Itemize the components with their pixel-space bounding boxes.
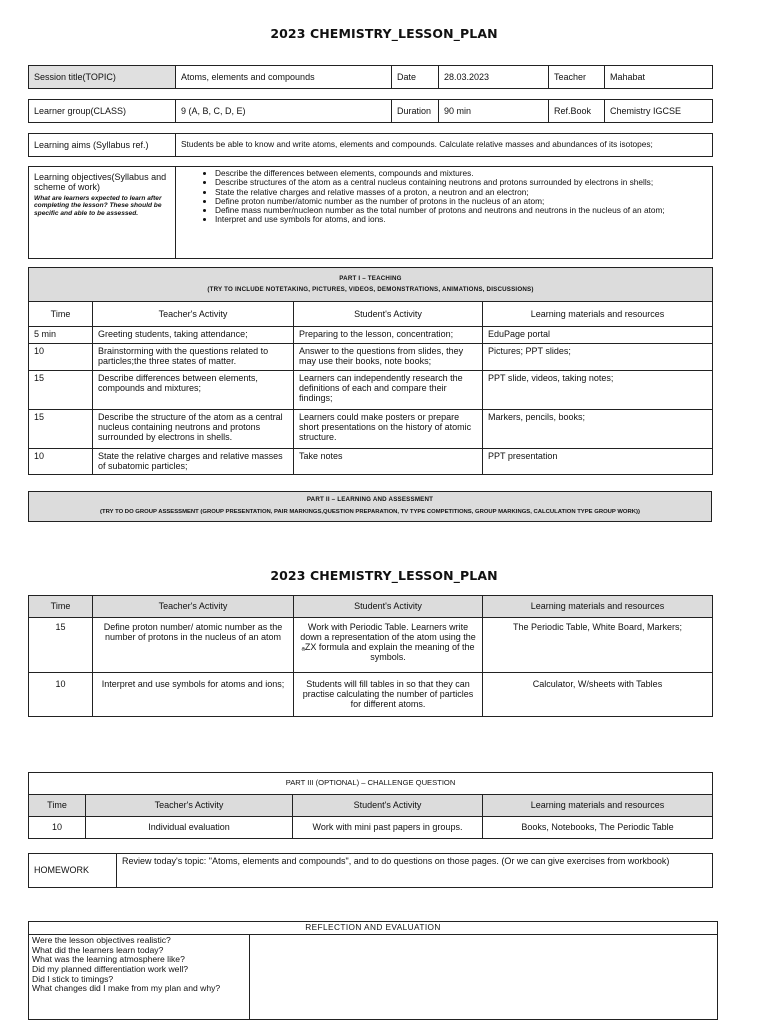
column-header-student: Student's Activity (294, 302, 483, 327)
resources-cell: EduPage portal (483, 327, 713, 344)
session-title-value: Atoms, elements and compounds (176, 66, 392, 89)
session-title-label: Session title(TOPIC) (29, 66, 176, 89)
resources-cell: Pictures; PPT slides; (483, 344, 713, 371)
student-cell: Work with mini past papers in groups. (293, 817, 483, 839)
aims-label: Learning aims (Syllabus ref.) (29, 134, 176, 157)
reflection-table (28, 921, 718, 1020)
part2-table (28, 595, 713, 717)
student-cell: Students will fill tables in so that they can practise calculating the number of particles for different atoms. (294, 673, 483, 717)
resources-cell: PPT slide, videos, taking notes; (483, 371, 713, 410)
refbook-label: Ref.Book (549, 100, 605, 123)
table-row (29, 344, 713, 371)
part2-header-table (28, 491, 712, 522)
student-cell: Work with Periodic Table. Learners write down a representation of the atom using the ₐZX formula and explain the meaning of the symbols. (294, 618, 483, 673)
part2-heading: PART II – LEARNING AND ASSESSMENT (306, 496, 434, 504)
objective-item: • Describe structures of the atom as a central nucleus containing neutrons and protons surrounded by electrons in shells; (215, 178, 707, 187)
reflection-question: Were the lesson objectives realistic? (32, 935, 171, 945)
duration-label: Duration (392, 100, 439, 123)
time-cell: 15 (29, 410, 93, 449)
part3-heading: PART III (OPTIONAL) – CHALLENGE QUESTION (29, 773, 713, 795)
reflection-question: Did my planned differentiation work well? (32, 963, 189, 974)
reflection-question: What changes did I make from my plan and why? (32, 983, 221, 994)
objective-item: • Describe the differences between elements, compounds and mixtures. (215, 169, 707, 178)
time-cell: 10 (29, 449, 93, 475)
teacher-cell: Greeting students, taking attendance; (93, 327, 294, 344)
objectives-table (28, 166, 713, 259)
objectives-list (181, 169, 707, 225)
resources-cell: Calculator, W/sheets with Tables (483, 673, 713, 717)
student-cell: Learners can independently research the definitions of each and compare their findings; (294, 371, 483, 410)
page-title: 2023 CHEMISTRY_LESSON_PLAN (270, 26, 498, 41)
column-header-time: Time (29, 795, 86, 817)
table-row (29, 371, 713, 410)
column-header-student: Student's Activity (294, 596, 483, 618)
learner-group-label: Learner group(CLASS) (29, 100, 176, 123)
teacher-cell: Individual evaluation (86, 817, 293, 839)
column-header-time: Time (29, 302, 93, 327)
part1-table (28, 267, 713, 475)
teacher-cell: Define proton number/ atomic number as the number of protons in the nucleus of an atom (93, 618, 294, 673)
reflection-question: Did I stick to timings? (32, 973, 114, 984)
teacher-value: Mahabat (605, 66, 713, 89)
duration-value: 90 min (439, 100, 549, 123)
time-cell: 10 (29, 817, 86, 839)
objective-item: • State the relative charges and relative masses of a proton, a neutron and an electron; (215, 188, 707, 197)
date-label: Date (392, 66, 439, 89)
homework-label: HOMEWORK (29, 854, 117, 888)
homework-value: Review today's topic: "Atoms, elements and compounds", and to do questions on those pages. (Or we can give exercises from workbook) (117, 854, 713, 888)
column-header-teacher: Teacher's Activity (93, 302, 294, 327)
column-header-teacher: Teacher's Activity (93, 596, 294, 618)
student-cell: Preparing to the lesson, concentration; (294, 327, 483, 344)
aims-table (28, 133, 713, 157)
homework-table (28, 853, 713, 888)
teacher-label: Teacher (549, 66, 605, 89)
table-row (29, 410, 713, 449)
column-header-resources: Learning materials and resources (483, 795, 713, 817)
time-cell: 10 (29, 344, 93, 371)
objectives-label: Learning objectives(Syllabus and scheme of work) (34, 172, 167, 193)
student-cell: Answer to the questions from slides, they may use their books, note books; (294, 344, 483, 371)
resources-cell: PPT presentation (483, 449, 713, 475)
session-table (28, 65, 713, 89)
student-cell: Learners could make posters or prepare short presentations on the history of atomic structure. (294, 410, 483, 449)
objective-item: • Define mass number/nucleon number as the total number of protons and neutrons and neutrons in the nucleus of an atom; (215, 206, 707, 215)
student-cell: Take notes (294, 449, 483, 475)
time-cell: 5 min (29, 327, 93, 344)
objective-item: • Define proton number/atomic number as the number of protons in the nucleus of an atom; (215, 197, 707, 206)
aims-value: Students be able to know and write atoms, elements and compounds. Calculate relative masses and abundances of its isotopes; (176, 134, 713, 157)
table-row (29, 618, 713, 673)
reflection-question: What was the learning atmosphere like? (32, 954, 185, 965)
part1-subheading: (TRY TO INCLUDE NOTETAKING, PICTURES, VIDEOS, DEMONSTRATIONS, ANIMATIONS, DISCUSSIONS) (207, 285, 534, 293)
reflection-heading: REFLECTION AND EVALUATION (29, 922, 718, 935)
teacher-cell: Describe the structure of the atom as a central nucleus containing neutrons and protons surrounded by electrons in shells. (93, 410, 294, 449)
learner-group-value: 9 (A, B, C, D, E) (176, 100, 392, 123)
column-header-resources: Learning materials and resources (483, 596, 713, 618)
part2-subheading: (TRY TO DO GROUP ASSESSMENT (GROUP PRESENTATION, PAIR MARKINGS,QUESTION PREPARATION, TV TYPE COMPETITIONS, GROUP MARKINGS, CALCULATION TYPE GROUP WORK)) (100, 509, 640, 516)
column-header-student: Student's Activity (293, 795, 483, 817)
resources-cell: Books, Notebooks, The Periodic Table (483, 817, 713, 839)
teacher-cell: Interpret and use symbols for atoms and ions; (93, 673, 294, 717)
column-header-resources: Learning materials and resources (483, 302, 713, 327)
teacher-cell: State the relative charges and relative masses of subatomic particles; (93, 449, 294, 475)
time-cell: 15 (29, 371, 93, 410)
table-row (29, 673, 713, 717)
group-table (28, 99, 713, 123)
part1-heading: PART I – TEACHING (339, 274, 402, 282)
part3-table (28, 772, 713, 839)
table-row (29, 817, 713, 839)
teacher-cell: Brainstorming with the questions related to particles;the three states of matter. (93, 344, 294, 371)
page2-title: 2023 CHEMISTRY_LESSON_PLAN (270, 568, 498, 583)
resources-cell: The Periodic Table, White Board, Markers; (483, 618, 713, 673)
time-cell: 15 (29, 618, 93, 673)
reflection-question: What did the learners learn today? (32, 944, 164, 955)
reflection-answer-area (250, 935, 718, 1020)
resources-cell: Markers, pencils, books; (483, 410, 713, 449)
time-cell: 10 (29, 673, 93, 717)
teacher-cell: Describe differences between elements, compounds and mixtures; (93, 371, 294, 410)
table-row (29, 327, 713, 344)
refbook-value: Chemistry IGCSE (605, 100, 713, 123)
date-value: 28.03.2023 (439, 66, 549, 89)
objective-item: • Interpret and use symbols for atoms, and ions. (215, 215, 707, 224)
column-header-time: Time (29, 596, 93, 618)
column-header-teacher: Teacher's Activity (86, 795, 293, 817)
table-row (29, 449, 713, 475)
objectives-note: What are learners expected to learn after completing the lesson? These should be specific and able to be assessed. (34, 195, 162, 217)
